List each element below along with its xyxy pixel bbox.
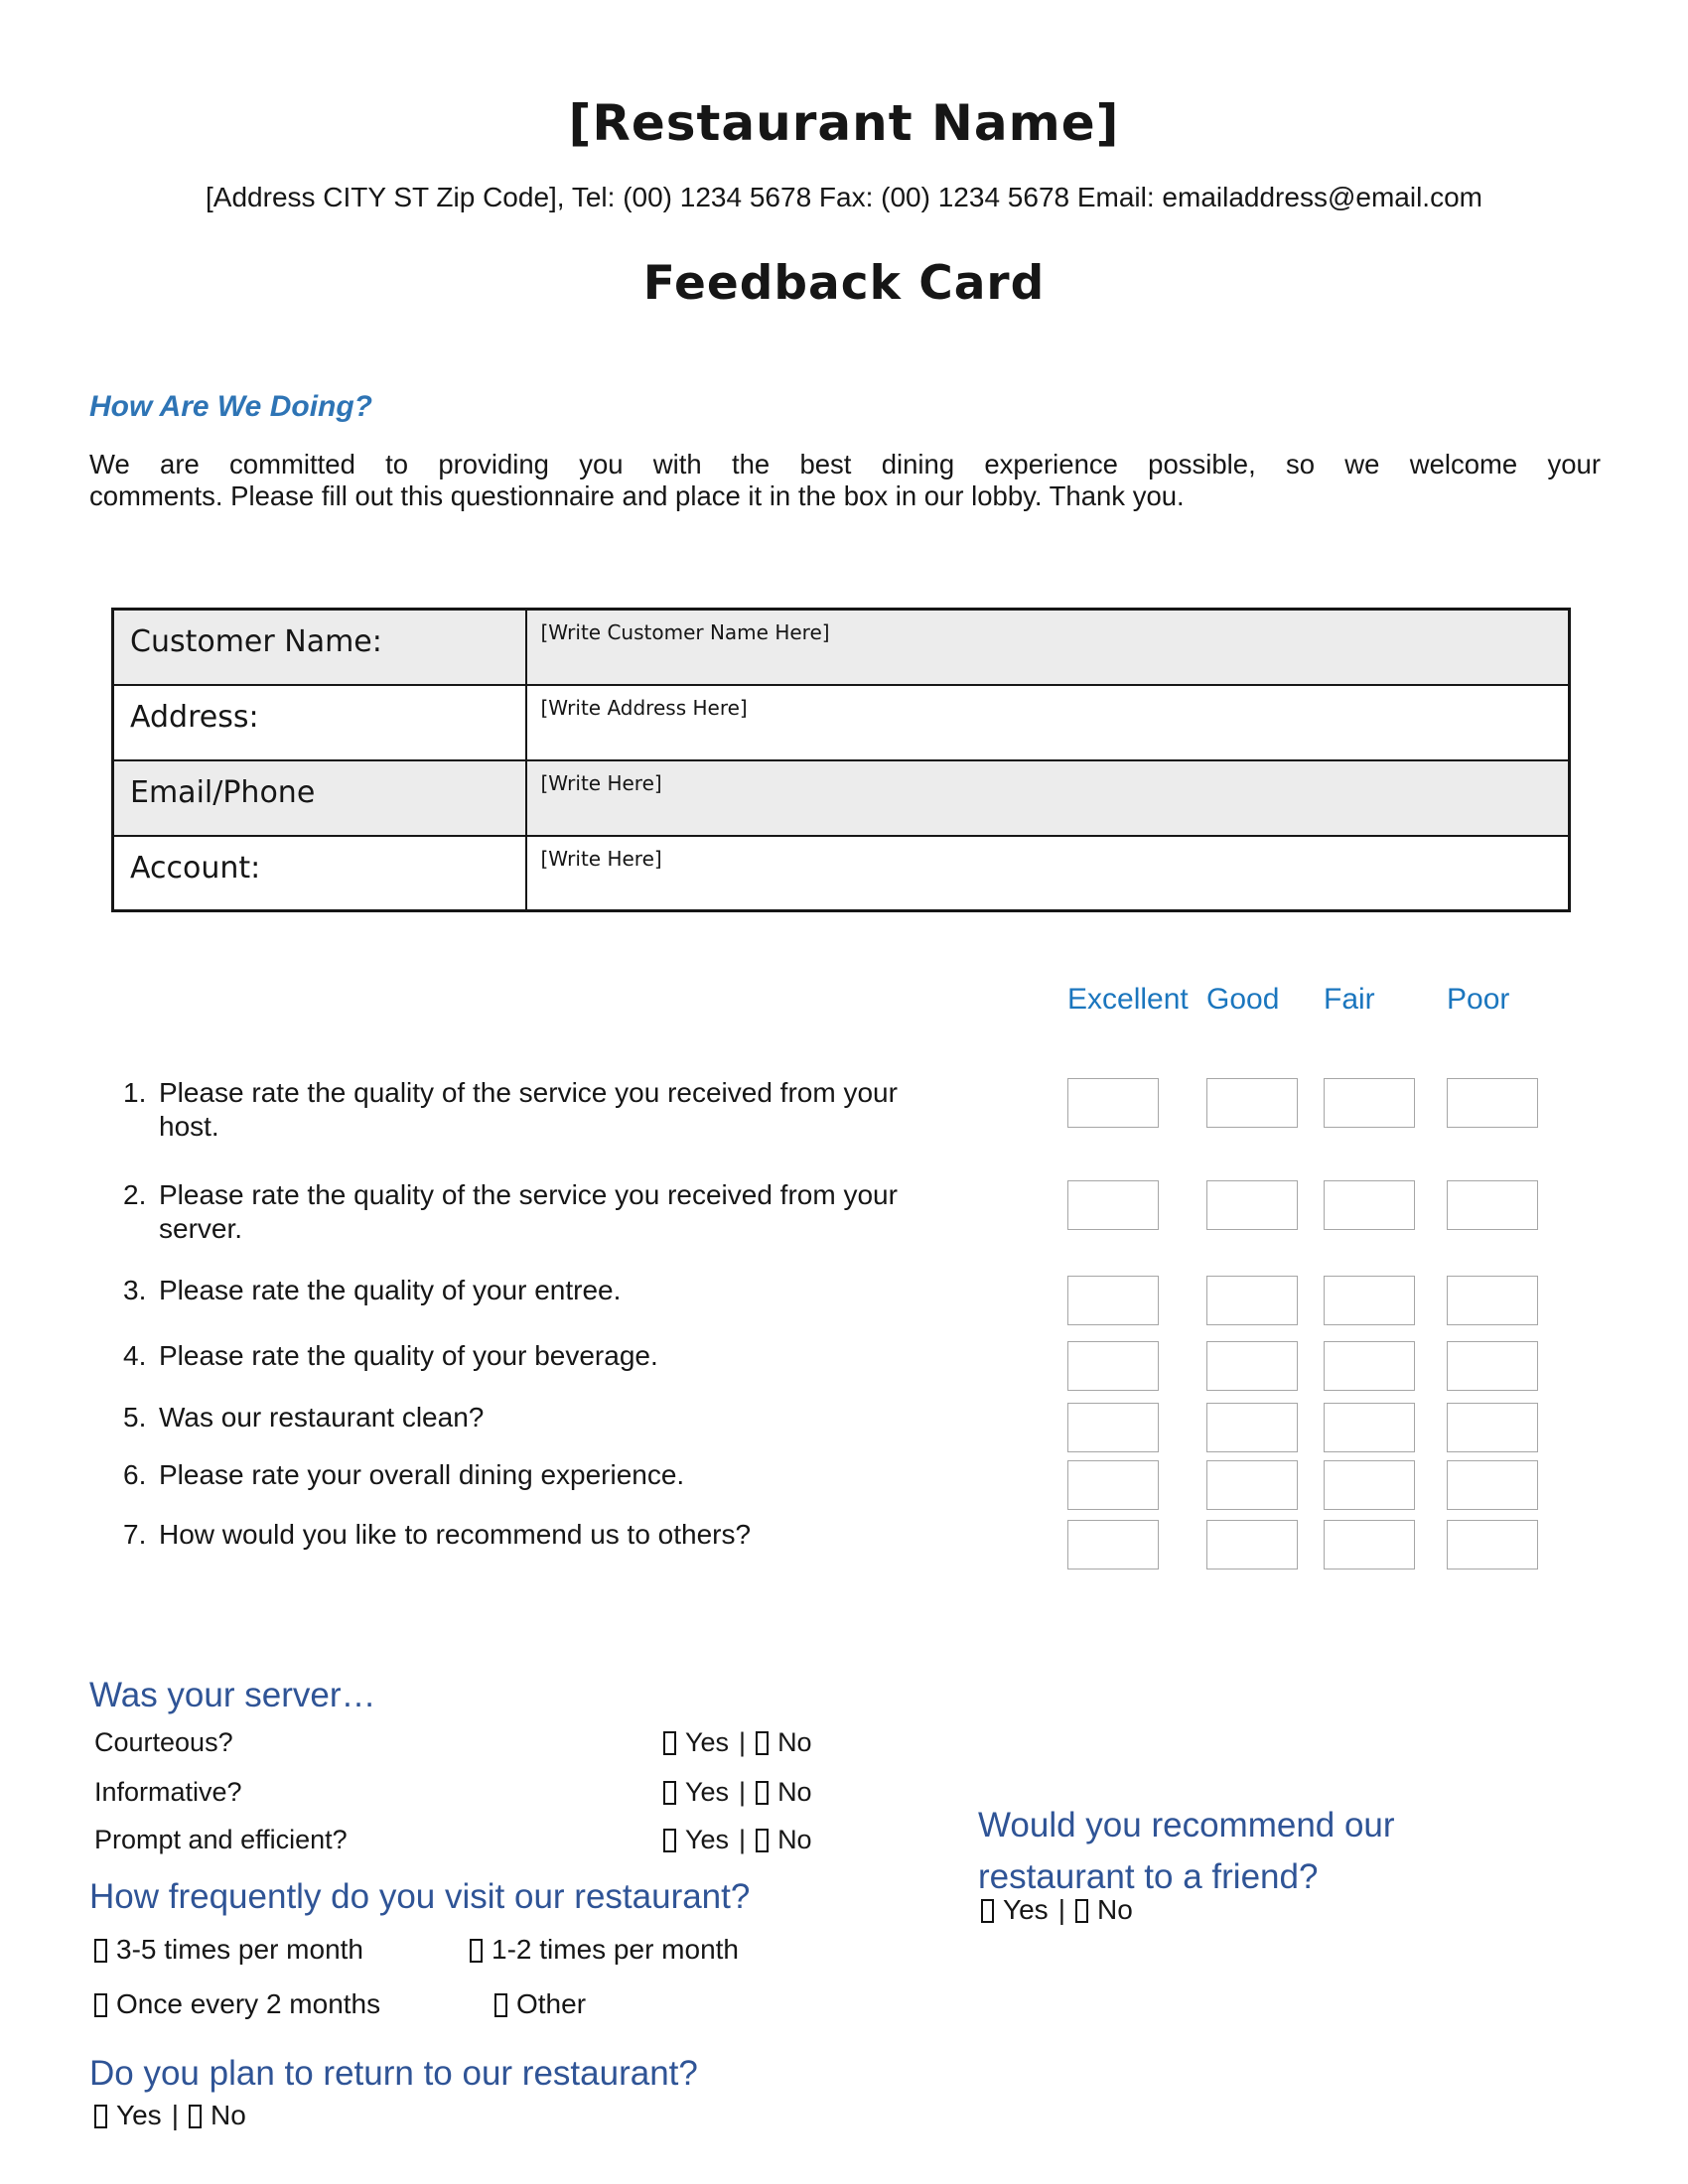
rating-checkbox-q3-fair[interactable] [1324,1276,1415,1325]
question-text: Was our restaurant clean? [159,1402,485,1433]
table-row [113,836,1570,911]
column-header-good: Good [1206,983,1280,1016]
return-yes-no [94,2100,246,2131]
no-checkbox[interactable] [1075,1899,1088,1923]
question-1 [89,1076,1067,1144]
card-title: Feedback Card [642,256,1046,311]
yes-checkbox[interactable] [663,1829,676,1852]
rating-checkbox-q7-good[interactable] [1206,1520,1298,1570]
no-label: No [777,1825,812,1854]
intro-paragraph-line2: comments. Please fill out this questionnaire and place it in the box in our lobby. Thank you. [89,480,1185,511]
customer-name-field[interactable]: [Write Customer Name Here] [526,610,1570,685]
no-checkbox[interactable] [756,1829,769,1852]
option-checkbox[interactable] [494,1993,507,2017]
option-once-2-months [94,1988,494,2020]
no-checkbox[interactable] [189,2105,202,2128]
option-other [494,1988,586,2020]
yes-label: Yes [1003,1894,1049,1925]
rating-checkbox-q4-fair[interactable] [1324,1341,1415,1391]
prompt-yes-no [663,1825,812,1855]
frequency-options-row-1 [94,1934,739,1966]
rating-checkbox-q4-good[interactable] [1206,1341,1298,1391]
yes-no-divider: | [739,1727,747,1757]
question-text: Please rate the quality of the service you received from your host. [159,1077,898,1142]
frequency-options-row-2 [94,1988,586,2020]
prompt-efficient-label: Prompt and efficient? [94,1825,348,1854]
option-label: 1-2 times per month [492,1934,739,1965]
rating-checkbox-q5-poor[interactable] [1447,1403,1538,1452]
question-number: 3. [123,1275,147,1305]
was-your-server-heading: Was your server… [89,1676,376,1714]
yes-checkbox[interactable] [663,1731,676,1755]
address-field[interactable]: [Write Address Here] [526,685,1570,760]
ratings-grid [89,981,1559,1577]
yes-no-divider: | [739,1777,747,1807]
rating-checkbox-q7-poor[interactable] [1447,1520,1538,1570]
how-are-we-doing-heading: How Are We Doing? [89,390,372,423]
option-1-2-times [470,1934,739,1966]
intro-paragraph [89,449,1601,512]
rating-checkbox-q4-excellent[interactable] [1067,1341,1159,1391]
informative-yes-no [663,1777,812,1808]
restaurant-name-title: [Restaurant Name] [568,94,1120,152]
question-text: Please rate the quality of the service you received from your server. [159,1179,898,1244]
rating-checkbox-q2-excellent[interactable] [1067,1180,1159,1230]
question-number: 4. [123,1340,147,1371]
rating-checkbox-q6-poor[interactable] [1447,1460,1538,1510]
recommend-yes-no [981,1894,1133,1926]
server-row-informative [94,1777,812,1808]
customer-info-table [111,608,1571,912]
recommend-heading: Would you recommend our restaurant to a friend? [978,1806,1395,1896]
no-label: No [777,1777,812,1807]
option-checkbox[interactable] [470,1939,483,1963]
rating-checkbox-q4-poor[interactable] [1447,1341,1538,1391]
no-checkbox[interactable] [756,1731,769,1755]
question-number: 6. [123,1459,147,1490]
return-heading: Do you plan to return to our restaurant? [89,2054,698,2093]
rating-checkbox-q7-fair[interactable] [1324,1520,1415,1570]
question-number: 5. [123,1402,147,1433]
rating-checkbox-q2-good[interactable] [1206,1180,1298,1230]
yes-checkbox[interactable] [981,1899,994,1923]
email-phone-label: Email/Phone [113,760,526,836]
no-checkbox[interactable] [756,1781,769,1805]
rating-checkbox-q5-fair[interactable] [1324,1403,1415,1452]
option-checkbox[interactable] [94,1993,107,2017]
address-label: Address: [113,685,526,760]
courteous-yes-no [663,1727,812,1758]
rating-checkbox-q2-fair[interactable] [1324,1180,1415,1230]
server-row-courteous [94,1727,812,1758]
rating-checkbox-q1-fair[interactable] [1324,1078,1415,1128]
customer-name-label: Customer Name: [113,610,526,685]
rating-checkbox-q2-poor[interactable] [1447,1180,1538,1230]
question-text: Please rate the quality of your beverage. [159,1340,658,1371]
table-row [113,760,1570,836]
rating-checkbox-q6-fair[interactable] [1324,1460,1415,1510]
question-3 [89,1274,1067,1307]
no-label: No [777,1727,812,1757]
table-row [113,610,1570,685]
account-field[interactable]: [Write Here] [526,836,1570,911]
yes-label: Yes [685,1727,730,1757]
rating-checkbox-q5-good[interactable] [1206,1403,1298,1452]
yes-label: Yes [685,1825,730,1854]
rating-checkbox-q3-poor[interactable] [1447,1276,1538,1325]
option-3-5-times [94,1934,470,1966]
yes-label: Yes [116,2100,162,2130]
rating-checkbox-q3-good[interactable] [1206,1276,1298,1325]
question-text: Please rate the quality of your entree. [159,1275,622,1305]
rating-checkbox-q1-good[interactable] [1206,1078,1298,1128]
option-checkbox[interactable] [94,1939,107,1963]
yes-label: Yes [685,1777,730,1807]
yes-checkbox[interactable] [94,2105,107,2128]
question-number: 2. [123,1179,147,1210]
column-header-poor: Poor [1447,983,1510,1016]
yes-no-divider: | [1057,1894,1065,1925]
rating-checkbox-q6-excellent[interactable] [1067,1460,1159,1510]
question-text: Please rate your overall dining experience. [159,1459,685,1490]
question-4 [89,1339,1067,1373]
column-header-excellent: Excellent [1067,983,1189,1016]
option-label: Other [516,1988,587,2019]
frequency-heading: How frequently do you visit our restaurant? [89,1877,751,1916]
rating-checkbox-q5-excellent[interactable] [1067,1403,1159,1452]
rating-checkbox-q1-excellent[interactable] [1067,1078,1159,1128]
intro-paragraph-line1: We are committed to providing you with the best dining experience possible, so we welcome your [89,449,1601,479]
contact-line: [Address CITY ST Zip Code], Tel: (00) 1234 5678 Fax: (00) 1234 5678 Email: emailaddress@email.com [206,182,1482,212]
question-text: How would you like to recommend us to others? [159,1519,752,1550]
yes-no-divider: | [171,2100,179,2130]
no-label: No [210,2100,246,2130]
rating-checkbox-q6-good[interactable] [1206,1460,1298,1510]
rating-checkbox-q3-excellent[interactable] [1067,1276,1159,1325]
column-header-fair: Fair [1324,983,1375,1016]
question-number: 1. [123,1077,147,1108]
account-label: Account: [113,836,526,911]
question-2 [89,1178,1067,1246]
question-5 [89,1401,1067,1434]
no-label: No [1096,1894,1133,1925]
email-phone-field[interactable]: [Write Here] [526,760,1570,836]
server-row-prompt [94,1825,812,1855]
question-7 [89,1518,1067,1552]
question-number: 7. [123,1519,147,1550]
courteous-label: Courteous? [94,1727,233,1757]
yes-checkbox[interactable] [663,1781,676,1805]
table-row [113,685,1570,760]
option-label: 3-5 times per month [116,1934,363,1965]
informative-label: Informative? [94,1777,242,1807]
yes-no-divider: | [739,1825,747,1854]
rating-checkbox-q1-poor[interactable] [1447,1078,1538,1128]
option-label: Once every 2 months [116,1988,381,2019]
rating-checkbox-q7-excellent[interactable] [1067,1520,1159,1570]
question-6 [89,1458,1067,1492]
